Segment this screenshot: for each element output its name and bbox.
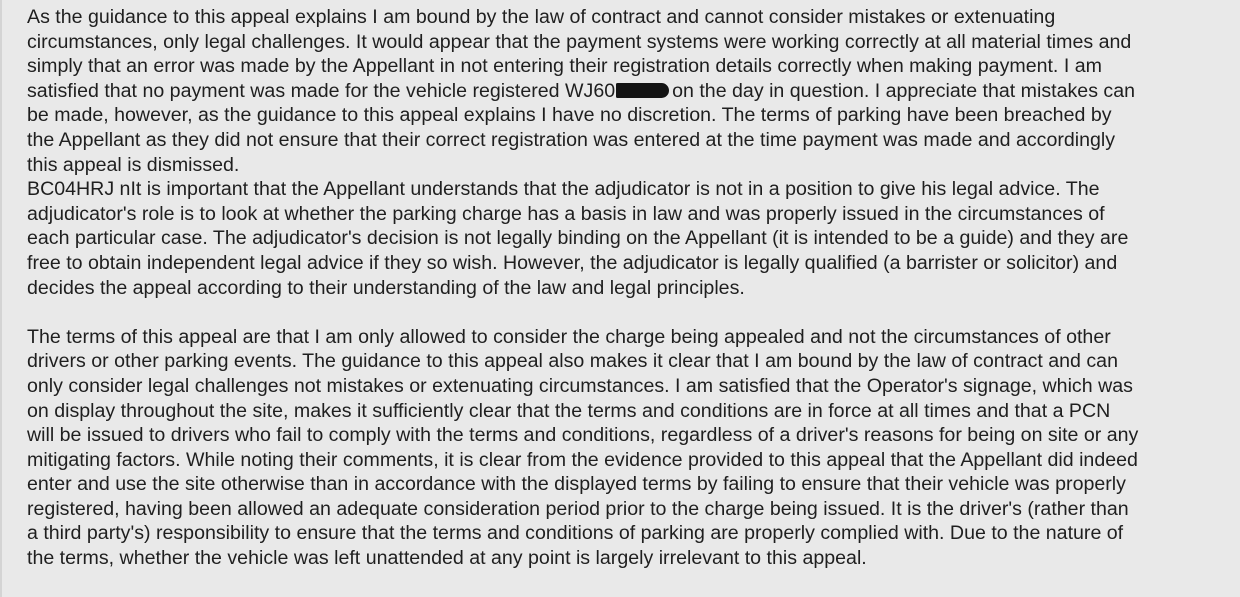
text-line: each particular case. The adjudicator's decision is not legally binding on the Appellant (it is intended to be a guide) and they are xyxy=(27,227,1129,250)
paragraph-dismissal xyxy=(27,5,1227,177)
text-line: will be issued to drivers who fail to comply with the terms and conditions, regardless of a driver's reasons for being on site or any xyxy=(27,424,1139,447)
redaction-mark xyxy=(616,83,669,98)
paragraph-spacer xyxy=(27,300,1227,325)
text-line: registered, having been allowed an adequate consideration period prior to the charge being issued. It is the driver's (rather than xyxy=(27,497,1129,520)
text-line: simply that an error was made by the Appellant in not entering their registration details correctly when making payment. I am xyxy=(27,55,1102,78)
text-line: the Appellant as they did not ensure that their correct registration was entered at the time payment was made and accordingly xyxy=(27,128,1116,151)
text-line: BC04HRJ nIt is important that the Appellant understands that the adjudicator is not in a position to give his legal advice. The xyxy=(27,178,1100,201)
text-line: the terms, whether the vehicle was left unattended at any point is largely irrelevant to this appeal. xyxy=(27,547,867,570)
text-line: The terms of this appeal are that I am only allowed to consider the charge being appealed and not the circumstances of other xyxy=(27,325,1111,348)
paragraph-terms xyxy=(27,325,1227,571)
paragraph-adjudicator-role xyxy=(27,177,1227,300)
text-line: mitigating factors. While noting their comments, it is clear from the evidence provided to this appeal that the Appellant did indeed xyxy=(27,448,1138,471)
text-line: As the guidance to this appeal explains I am bound by the law of contract and cannot consider mistakes or extenuating xyxy=(27,6,1056,28)
text-line-with-redaction xyxy=(27,79,1227,104)
text-line: enter and use the site otherwise than in accordance with the displayed terms by failing to ensure that their vehicle was properly xyxy=(27,473,1126,496)
text-segment: satisfied that no payment was made for the vehicle registered WJ60 xyxy=(27,79,616,102)
text-line: drivers or other parking events. The guidance to this appeal also makes it clear that I am bound by the law of contract and can xyxy=(27,350,1118,373)
text-line: be made, however, as the guidance to this appeal explains I have no discretion. The terms of parking have been breached by xyxy=(27,104,1112,127)
text-segment: on the day in question. I appreciate that mistakes can xyxy=(672,79,1136,102)
text-line: free to obtain independent legal advice if they so wish. However, the adjudicator is legally qualified (a barrister or solicitor) and xyxy=(27,251,1118,274)
text-line: only consider legal challenges not mistakes or extenuating circumstances. I am satisfied that the Operator's signage, which was xyxy=(27,374,1133,397)
text-line: a third party's) responsibility to ensure that the terms and conditions of parking are properly complied with. Due to the nature of xyxy=(27,522,1124,545)
text-line: this appeal is dismissed. xyxy=(27,153,240,176)
text-line: adjudicator's role is to look at whether the parking charge has a basis in law and was properly issued in the circumstances of xyxy=(27,202,1105,225)
text-line: circumstances, only legal challenges. It would appear that the payment systems were working correctly at all material times and xyxy=(27,30,1132,53)
text-line: decides the appeal according to their understanding of the law and legal principles. xyxy=(27,276,745,299)
text-line: on display throughout the site, makes it sufficiently clear that the terms and conditions are in force at all times and that a PCN xyxy=(27,399,1111,422)
appeal-decision-text xyxy=(27,5,1227,571)
